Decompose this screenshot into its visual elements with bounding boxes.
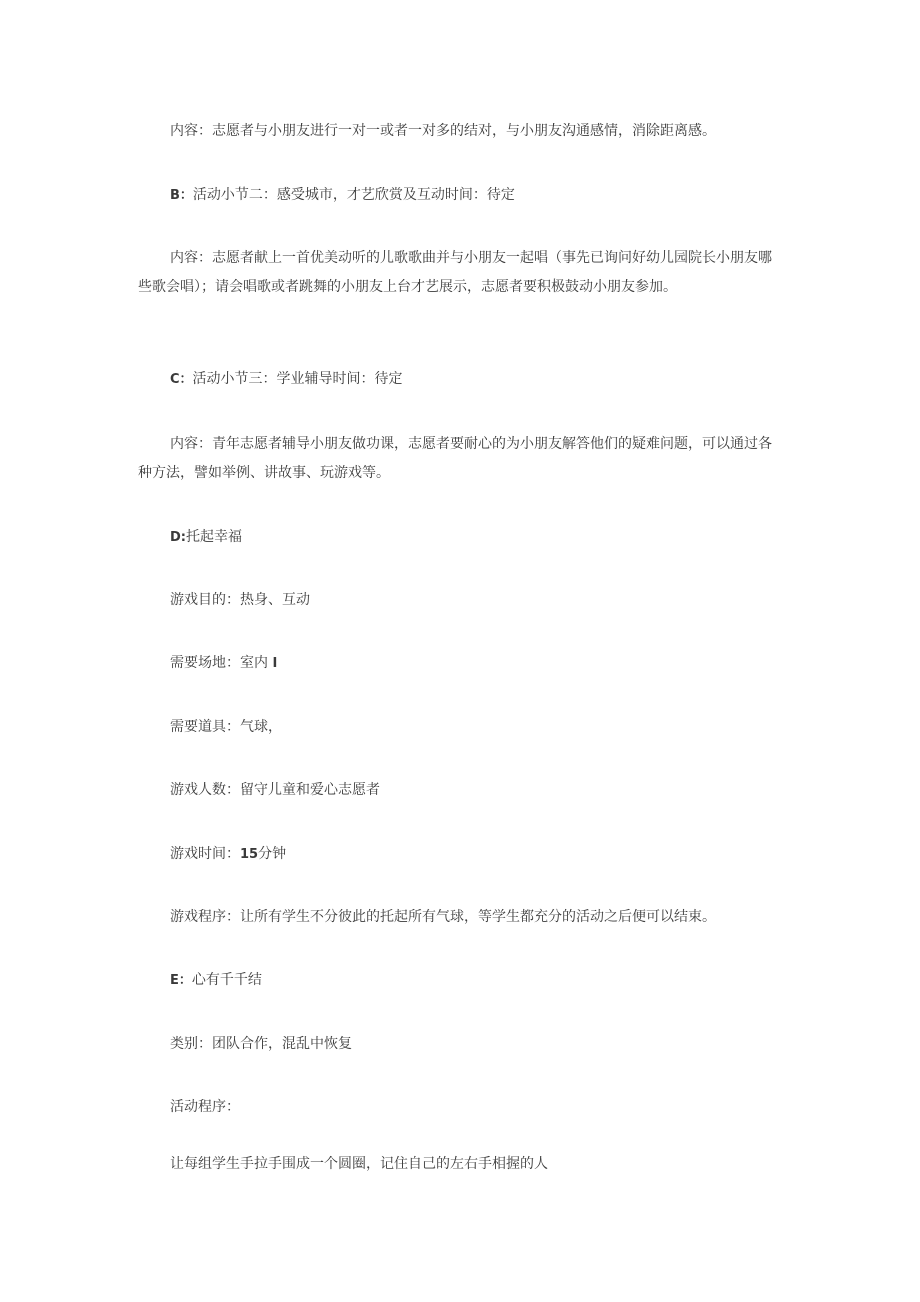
section-b-label: B： [170,188,193,203]
section-d-label: D: [170,530,186,545]
game-duration-label: 游戏时间： [170,846,240,862]
section-d-heading [170,523,778,552]
section-e-label: E： [170,973,192,988]
game-venue [170,649,778,678]
section-e-title: 心有千千结 [191,972,262,988]
section-c-title: 活动小节三：学业辅导时间：待定 [192,371,403,387]
section-b-title: 活动小节二：感受城市，才艺欣赏及互动时间：待定 [192,187,515,203]
game-participants: 游戏人数：留守儿童和爱心志愿者 [170,782,380,798]
game-procedure: 游戏程序：让所有学生不分彼此的托起所有气球，等学生都充分的活动之后便可以结束。 [170,909,716,925]
category-line: 类别：团队合作，混乱中恢复 [170,1036,352,1052]
game-duration-number: 15 [240,847,259,862]
section-c-label: C： [170,372,193,387]
game-props: 需要道具：气球， [170,719,282,735]
paragraph-content-3: 内容：青年志愿者辅导小朋友做功课，志愿者要耐心的为小朋友解答他们的疑难问题，可以通过各种方法，譬如举例、讲故事、玩游戏等。 [138,436,772,481]
section-c-heading [170,365,778,394]
section-b-heading [170,181,778,210]
activity-step-1: 让每组学生手拉手围成一个圆圈，记住自己的左右手相握的人 [170,1156,548,1172]
paragraph-content-2: 内容：志愿者献上一首优美动听的儿歌歌曲并与小朋友一起唱（事先已询问好幼儿园院长小朋友哪些歌会唱）；请会唱歌或者跳舞的小朋友上台才艺展示，志愿者要积极鼓动小朋友参加。 [138,250,772,295]
game-venue-text: 需要场地：室内 [170,655,268,671]
game-duration [170,840,778,869]
section-d-title: 托起幸福 [186,529,242,545]
section-e-heading [170,966,778,995]
paragraph-content-1: 内容：志愿者与小朋友进行一对一或者一对多的结对，与小朋友沟通感情，消除距离感。 [170,123,716,139]
activity-procedure-heading: 活动程序： [170,1099,240,1115]
game-purpose: 游戏目的：热身、互动 [170,592,310,608]
game-duration-unit: 分钟 [258,846,287,862]
game-venue-suffix: I [268,656,278,671]
